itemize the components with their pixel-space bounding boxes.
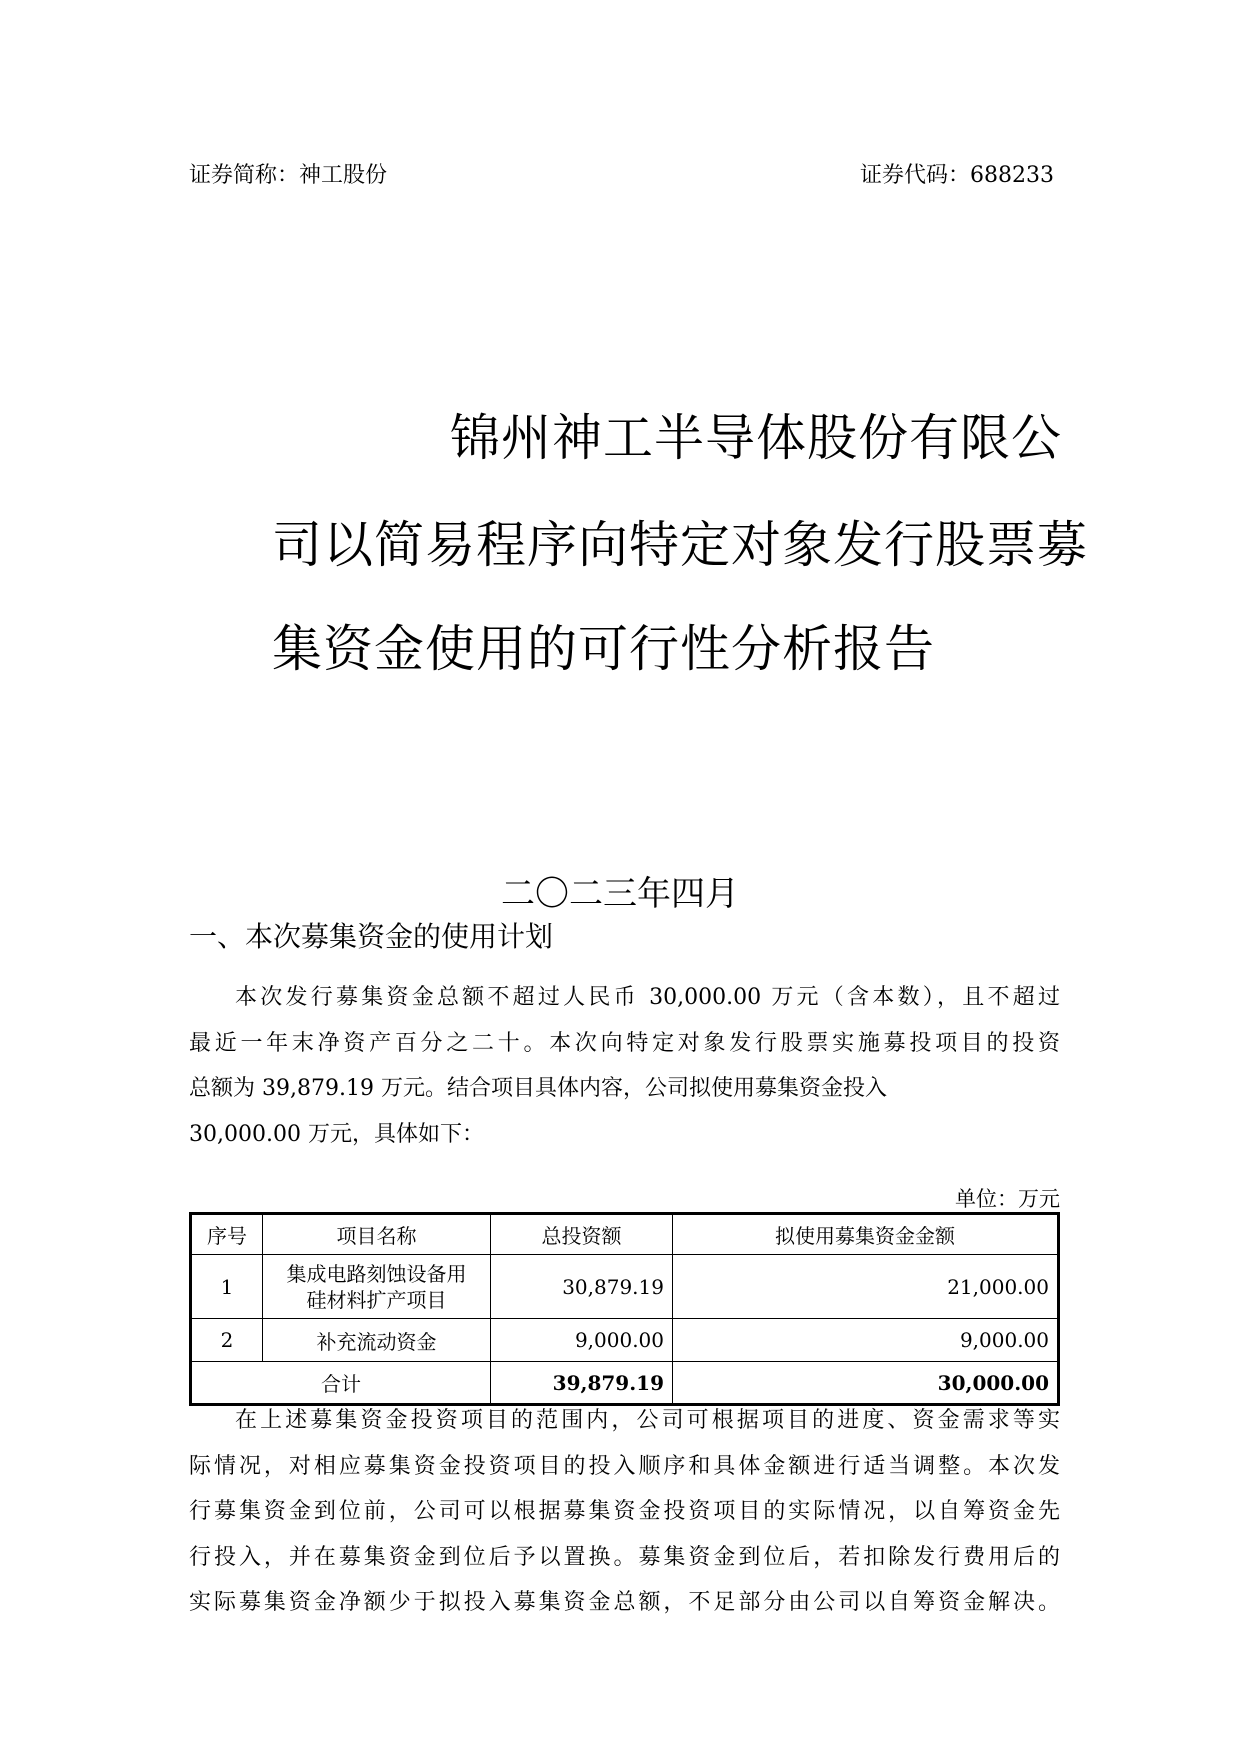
para-line: 30,000.00 万元，具体如下：: [189, 1121, 484, 1147]
cell-use: 21,000.00: [673, 1255, 1059, 1319]
para-line: 总额为 39,879.19 万元。结合项目具体内容，公司拟使用募集资金投入: [189, 1076, 887, 1101]
para-line: 行投入，并在募集资金到位后予以置换。募集资金到位后，若扣除发行费用后的: [189, 1544, 1060, 1570]
para-line: 行募集资金到位前，公司可以根据募集资金投资项目的实际情况，以自筹资金先: [189, 1499, 1060, 1524]
para-line: 在上述募集资金投资项目的范围内，公司可根据项目的进度、资金需求等实: [235, 1408, 1060, 1433]
total-investment: 39,879.19: [491, 1362, 673, 1405]
cell-total: 30,879.19: [491, 1255, 673, 1319]
cell-no: 1: [191, 1255, 263, 1319]
para-line: 最近一年末净资产百分之二十。本次向特定对象发行股票实施募投项目的投资: [189, 1030, 1060, 1056]
table-row: [191, 1255, 1059, 1319]
fund-use-table: [189, 1212, 1060, 1406]
table-row: [191, 1319, 1059, 1362]
paragraph-adjustment: [189, 1398, 1060, 1626]
security-short-name: 证券简称：神工股份: [189, 163, 388, 188]
cell-name: 补充流动资金: [263, 1319, 491, 1362]
cell-use: 9,000.00: [673, 1319, 1059, 1362]
cell-no: 2: [191, 1319, 263, 1362]
header-name: 项目名称: [263, 1214, 491, 1255]
total-use: 30,000.00: [673, 1362, 1059, 1405]
header-no: 序号: [191, 1214, 263, 1255]
total-label: 合计: [191, 1362, 491, 1405]
unit-label: 单位：万元: [955, 1187, 1060, 1211]
report-date: 二〇二三年四月: [501, 874, 739, 914]
security-code: 证券代码：688233: [860, 163, 1054, 188]
header-use: 拟使用募集资金金额: [673, 1214, 1059, 1255]
header-total: 总投资额: [491, 1214, 673, 1255]
title-line-2: 司以简易程序向特定对象发行股票募: [272, 516, 1088, 574]
section-heading: 一、本次募集资金的使用计划: [189, 920, 554, 953]
para-line: 实际募集资金净额少于拟投入募集资金总额，不足部分由公司以自筹资金解决。: [189, 1590, 1060, 1615]
cell-name: 集成电路刻蚀设备用硅材料扩产项目: [263, 1255, 491, 1319]
paragraph-intro: [189, 975, 1060, 1157]
para-line: 际情况，对相应募集资金投资项目的投入顺序和具体金额进行适当调整。本次发: [189, 1453, 1060, 1479]
title-line-1: 锦州神工半导体股份有限公: [450, 409, 1062, 467]
title-line-3: 集资金使用的可行性分析报告: [272, 620, 935, 678]
para-line: 本次发行募集资金总额不超过人民币 30,000.00 万元（含本数），且不超过: [235, 985, 1060, 1010]
table-header-row: [191, 1214, 1059, 1255]
cell-total: 9,000.00: [491, 1319, 673, 1362]
